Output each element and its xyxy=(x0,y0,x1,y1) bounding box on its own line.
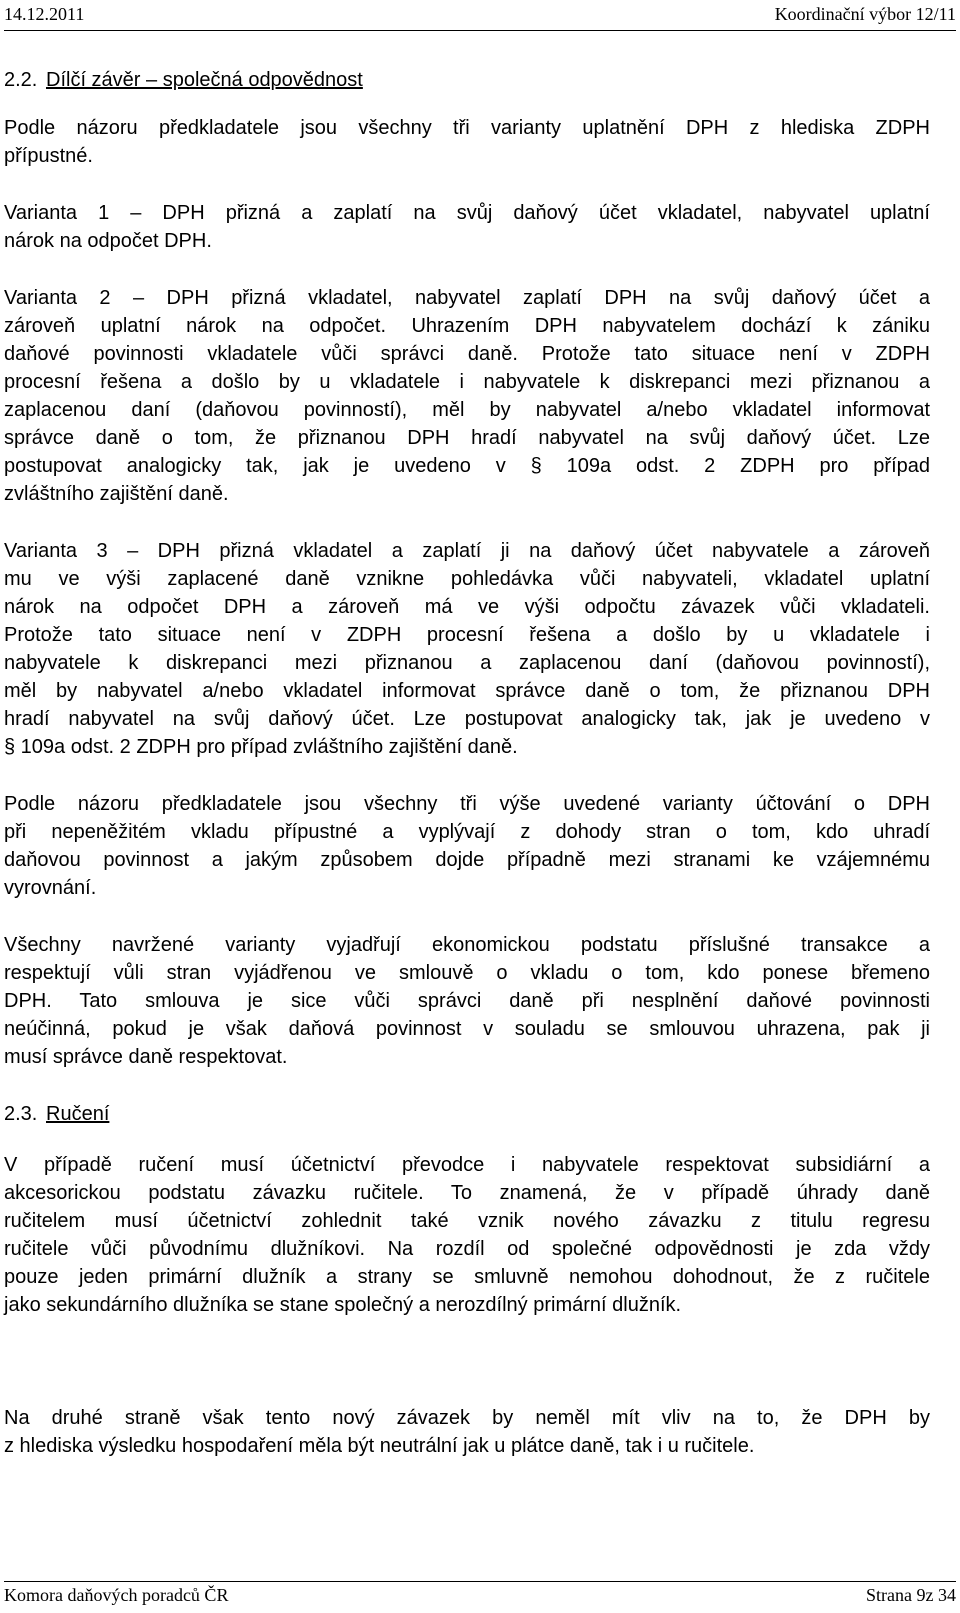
text-line: mu ve výši zaplacené daně vznikne pohledávka vůči nabyvateli, vkladatel uplatní xyxy=(4,568,930,590)
text-line: vyrovnání. xyxy=(4,877,97,899)
text-line: zaplacenou daní (daňovou povinností), měl by nabyvatel a/nebo vkladatel informovat xyxy=(4,399,930,421)
header-divider xyxy=(4,30,956,31)
text-line: postupovat analogicky tak, jak je uvedeno v § 109a odst. 2 ZDPH pro případ xyxy=(4,455,930,477)
text-line: daňovou povinnost a jakým způsobem dojde případně mezi stranami ke vzájemnému xyxy=(4,849,930,871)
section-number: 2.2. xyxy=(4,69,38,91)
footer-organization: Komora daňových poradců ČR xyxy=(4,1585,229,1605)
page-footer xyxy=(4,1585,956,1611)
paragraph-variant-2 xyxy=(4,284,930,508)
section-number: 2.3. xyxy=(4,1103,38,1125)
text-line: neúčinná, pokud je však daňová povinnost v souladu se smlouvou uhrazena, pak ji xyxy=(4,1018,930,1040)
page-header xyxy=(4,4,956,30)
section-title: Ručení xyxy=(46,1103,110,1125)
text-line: V případě ručení musí účetnictví převodce i nabyvatele respektovat subsidiární a xyxy=(4,1154,930,1176)
header-date: 14.12.2011 xyxy=(4,4,85,24)
text-line: DPH. Tato smlouva je sice vůči správci daně při nesplnění daňové povinnosti xyxy=(4,990,930,1012)
section-heading-2-3 xyxy=(4,1100,930,1128)
text-line: Varianta 2 – DPH přizná vkladatel, nabyvatel zaplatí DPH na svůj daňový účet a xyxy=(4,287,930,309)
text-line: Protože tato situace není v ZDPH procesní řešena a došlo by u vkladatele i xyxy=(4,624,930,646)
header-committee: Koordinační výbor 12/11 xyxy=(774,4,956,24)
text-line: zároveň uplatní nárok na odpočet. Uhrazením DPH nabyvatelem dochází k zániku xyxy=(4,315,930,337)
text-line: ručitele vůči původnímu dlužníkovi. Na rozdíl od společné odpovědnosti je zda vždy xyxy=(4,1238,930,1260)
text-line: § 109a odst. 2 ZDPH pro případ zvláštního zajištění daně. xyxy=(4,736,518,758)
paragraph-variant-3 xyxy=(4,537,930,761)
text-line: z hlediska výsledku hospodaření měla být neutrální jak u plátce daně, tak i u ručitele. xyxy=(4,1435,755,1457)
section-heading-2-2 xyxy=(4,66,930,94)
section-title: Dílčí závěr – společná odpovědnost xyxy=(46,69,363,91)
text-line: musí správce daně respektovat. xyxy=(4,1046,288,1068)
text-line: Podle názoru předkladatele jsou všechny tři výše uvedené varianty účtování o DPH xyxy=(4,793,930,815)
paragraph-7 xyxy=(4,1151,930,1319)
text-line: Varianta 1 – DPH přizná a zaplatí na svůj daňový účet vkladatel, nabyvatel uplatní xyxy=(4,202,930,224)
paragraph-1 xyxy=(4,114,930,170)
footer-page-number: Strana 9z 34 xyxy=(866,1585,956,1605)
text-line: ručitelem musí účetnictví zohlednit také vznik nového závazku z titulu regresu xyxy=(4,1210,930,1232)
text-line: zvláštního zajištění daně. xyxy=(4,483,229,505)
text-line: Podle názoru předkladatele jsou všechny tři varianty uplatnění DPH z hlediska ZDPH xyxy=(4,117,930,139)
text-line: při nepeněžitém vkladu přípustné a vyplývají z dohody stran o tom, kdo uhradí xyxy=(4,821,930,843)
text-line: hradí nabyvatel na svůj daňový účet. Lze postupovat analogicky tak, jak je uvedeno v xyxy=(4,708,930,730)
text-line: nabyvatele k diskrepanci mezi přiznanou a zaplacenou daní (daňovou povinností), xyxy=(4,652,930,674)
text-line: procesní řešena a došlo by u vkladatele i nabyvatele k diskrepanci mezi přiznanou a xyxy=(4,371,930,393)
text-line: respektují vůli stran vyjádřenou ve smlouvě o vkladu o tom, kdo ponese břemeno xyxy=(4,962,930,984)
text-line: Všechny navržené varianty vyjadřují ekonomickou podstatu příslušné transakce a xyxy=(4,934,930,956)
text-line: přípustné. xyxy=(4,145,93,167)
text-line: Na druhé straně však tento nový závazek by neměl mít vliv na to, že DPH by xyxy=(4,1407,930,1429)
paragraph-variant-1 xyxy=(4,199,930,255)
paragraph-6 xyxy=(4,931,930,1071)
text-line: nárok na odpočet DPH. xyxy=(4,230,212,252)
text-line: akcesorickou podstatu závazku ručitele. To znamená, že v případě úhrady daně xyxy=(4,1182,930,1204)
text-line: Varianta 3 – DPH přizná vkladatel a zaplatí ji na daňový účet nabyvatele a zároveň xyxy=(4,540,930,562)
text-line: pouze jeden primární dlužník a strany se smluvně nemohou dohodnout, že z ručitele xyxy=(4,1266,930,1288)
text-line: správce daně o tom, že přiznanou DPH hradí nabyvatel na svůj daňový účet. Lze xyxy=(4,427,930,449)
paragraph-8 xyxy=(4,1404,930,1460)
footer-divider xyxy=(4,1581,956,1582)
paragraph-5 xyxy=(4,790,930,902)
text-line: měl by nabyvatel a/nebo vkladatel informovat správce daně o tom, že přiznanou DPH xyxy=(4,680,930,702)
text-line: nárok na odpočet DPH a zároveň má ve výši odpočtu závazek vůči vkladateli. xyxy=(4,596,930,618)
text-line: jako sekundárního dlužníka se stane společný a nerozdílný primární dlužník. xyxy=(4,1294,682,1316)
text-line: daňové povinnosti vkladatele vůči správci daně. Protože tato situace není v ZDPH xyxy=(4,343,930,365)
